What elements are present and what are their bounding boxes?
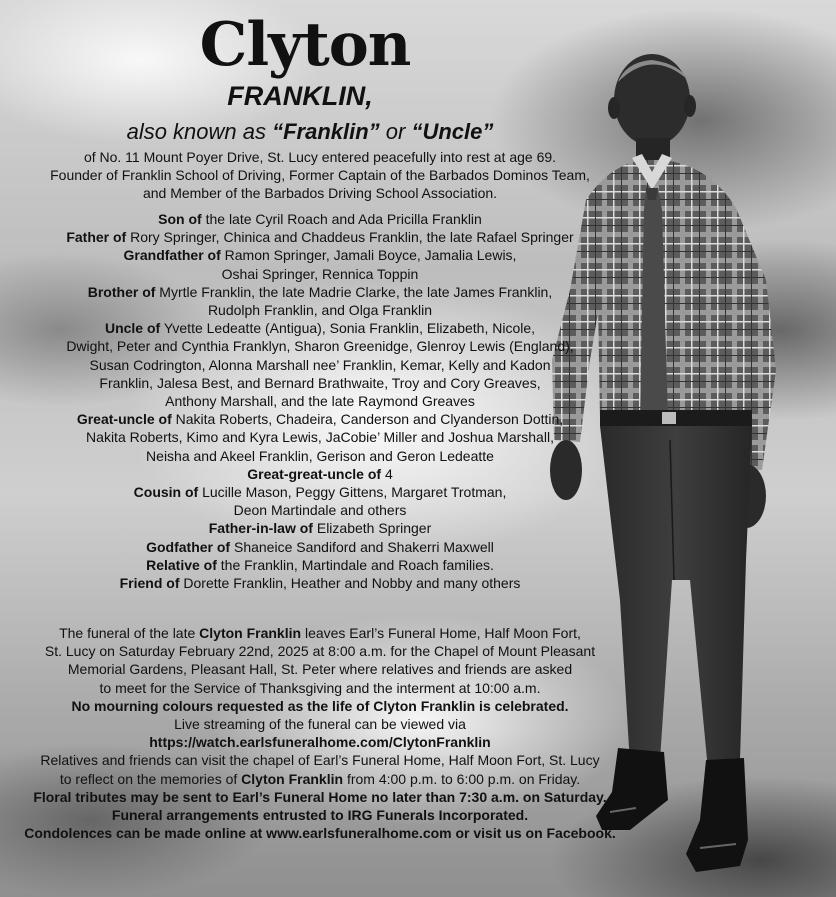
family-line — [0, 392, 640, 410]
intro-line: and Member of the Barbados Driving School Association. — [142, 185, 498, 202]
family-line — [0, 519, 640, 537]
aka-prefix: also known as — [126, 119, 273, 144]
aka-name-franklin: “Franklin” — [272, 119, 380, 144]
family-line — [0, 283, 640, 301]
relation-label: Father of — [66, 229, 127, 246]
family-line — [0, 301, 640, 319]
relation-label: Cousin of — [133, 484, 199, 501]
funeral-line: The funeral of the late Clyton Franklin leaves Earl’s Funeral Home, Half Moon Fort, — [59, 625, 581, 641]
funeral-line: No mourning colours requested as the life of Clyton Franklin is celebrated. — [71, 697, 569, 714]
relation-label: Relative of — [146, 556, 217, 573]
relation-text: Dwight, Peter and Cynthia Franklyn, Sharon Greenidge, Glenroy Lewis (England), — [66, 338, 574, 355]
family-line — [0, 538, 640, 556]
family-line — [0, 210, 640, 228]
relation-text: Ramon Springer, Jamali Boyce, Jamalia Lewis, — [220, 247, 517, 264]
relation-text: Dorette Franklin, Heather and Nobby and many others — [179, 575, 521, 592]
family-line — [0, 574, 640, 592]
family-line — [0, 410, 640, 428]
family-list — [0, 210, 640, 592]
relation-text: Anthony Marshall, and the late Raymond Greaves — [165, 393, 475, 410]
relation-label: Grandfather of — [123, 247, 221, 264]
family-line — [0, 447, 640, 465]
relation-label: Father-in-law of — [208, 520, 313, 537]
family-line — [0, 337, 640, 355]
relation-text: Myrtle Franklin, the late Madrie Clarke, the late James Franklin, — [155, 283, 553, 300]
family-line — [0, 319, 640, 337]
relation-text: Lucille Mason, Peggy Gittens, Margaret Trotman, — [198, 484, 507, 501]
family-line — [0, 374, 640, 392]
family-line — [0, 265, 640, 283]
funeral-details — [0, 624, 640, 842]
relation-text: Elizabeth Springer — [312, 520, 432, 537]
funeral-line: Live streaming of the funeral can be viewed via — [174, 716, 466, 733]
relation-text: Nakita Roberts, Chadeira, Canderson and Clyanderson Dottin, — [171, 411, 564, 428]
funeral-line: Relatives and friends can visit the chapel of Earl’s Funeral Home, Half Moon Fort, St. Lucy — [40, 752, 600, 769]
relation-text: the Franklin, Martindale and Roach families. — [216, 556, 494, 573]
family-line — [0, 483, 640, 501]
relation-text: Rudolph Franklin, and Olga Franklin — [207, 302, 433, 319]
intro-paragraph — [0, 148, 640, 203]
relation-label: Son of — [158, 211, 202, 227]
relation-label: Great-great-uncle of — [247, 465, 382, 482]
first-name-heading: Clyton — [199, 10, 411, 80]
aka-name-uncle: “Uncle” — [411, 119, 494, 144]
relation-text: Shaneice Sandiford and Shakerri Maxwell — [230, 538, 494, 555]
family-line — [0, 428, 640, 446]
relation-label: Uncle of — [104, 320, 161, 337]
relation-text: 4 — [381, 465, 393, 482]
relation-label: Godfather of — [146, 538, 231, 555]
funeral-line: St. Lucy on Saturday February 22nd, 2025 at 8:00 a.m. for the Chapel of Mount Pleasant — [44, 643, 596, 660]
funeral-line: Memorial Gardens, Pleasant Hall, St. Peter where relatives and friends are asked — [67, 661, 573, 678]
aka-or: or — [379, 119, 412, 144]
intro-line: Founder of Franklin School of Driving, Former Captain of the Barbados Dominos Team, — [50, 167, 590, 184]
funeral-line: to meet for the Service of Thanksgiving and the interment at 10:00 a.m. — [99, 679, 541, 696]
relation-text: Rory Springer, Chinica and Chaddeus Franklin, the late Rafael Springer — [126, 229, 574, 246]
family-line — [0, 465, 640, 483]
last-name-heading: FRANKLIN, — [227, 81, 373, 111]
intro-line: of No. 11 Mount Poyer Drive, St. Lucy entered peacefully into rest at age 69. — [83, 149, 557, 165]
relation-text: Nakita Roberts, Kimo and Kyra Lewis, JaCobie’ Miller and Joshua Marshall, — [86, 429, 554, 446]
relation-text: Susan Codrington, Alonna Marshall nee’ Franklin, Kemar, Kelly and Kadon — [89, 356, 551, 373]
family-line — [0, 356, 640, 374]
aka-line — [60, 118, 560, 146]
funeral-line: Floral tributes may be sent to Earl’s Funeral Home no later than 7:30 a.m. on Saturday. — [33, 788, 607, 805]
relation-label: Friend of — [119, 575, 180, 592]
funeral-line: to reflect on the memories of Clyton Franklin from 4:00 p.m. to 6:00 p.m. on Friday. — [59, 770, 581, 787]
funeral-line: Funeral arrangements entrusted to IRG Funerals Incorporated. — [111, 807, 529, 824]
relation-text: Franklin, Jalesa Best, and Bernard Brathwaite, Troy and Cory Greaves, — [99, 374, 541, 391]
relation-text: Yvette Ledeatte (Antigua), Sonia Franklin, Elizabeth, Nicole, — [160, 320, 536, 337]
relation-text: the late Cyril Roach and Ada Pricilla Franklin — [201, 211, 482, 227]
family-line — [0, 556, 640, 574]
relation-text: Oshai Springer, Rennica Toppin — [221, 265, 419, 282]
livestream-url: https://watch.earlsfuneralhome.com/ClytonFranklin — [149, 734, 491, 751]
family-line — [0, 246, 640, 264]
relation-label: Brother of — [87, 283, 156, 300]
relation-label: Great-uncle of — [76, 411, 172, 428]
relation-text: Deon Martindale and others — [233, 502, 407, 519]
family-line — [0, 501, 640, 519]
family-line — [0, 228, 640, 246]
funeral-line: Condolences can be made online at www.earlsfuneralhome.com or visit us on Facebook. — [24, 825, 616, 842]
relation-text: Neisha and Akeel Franklin, Gerison and Geron Ledeatte — [146, 447, 494, 464]
